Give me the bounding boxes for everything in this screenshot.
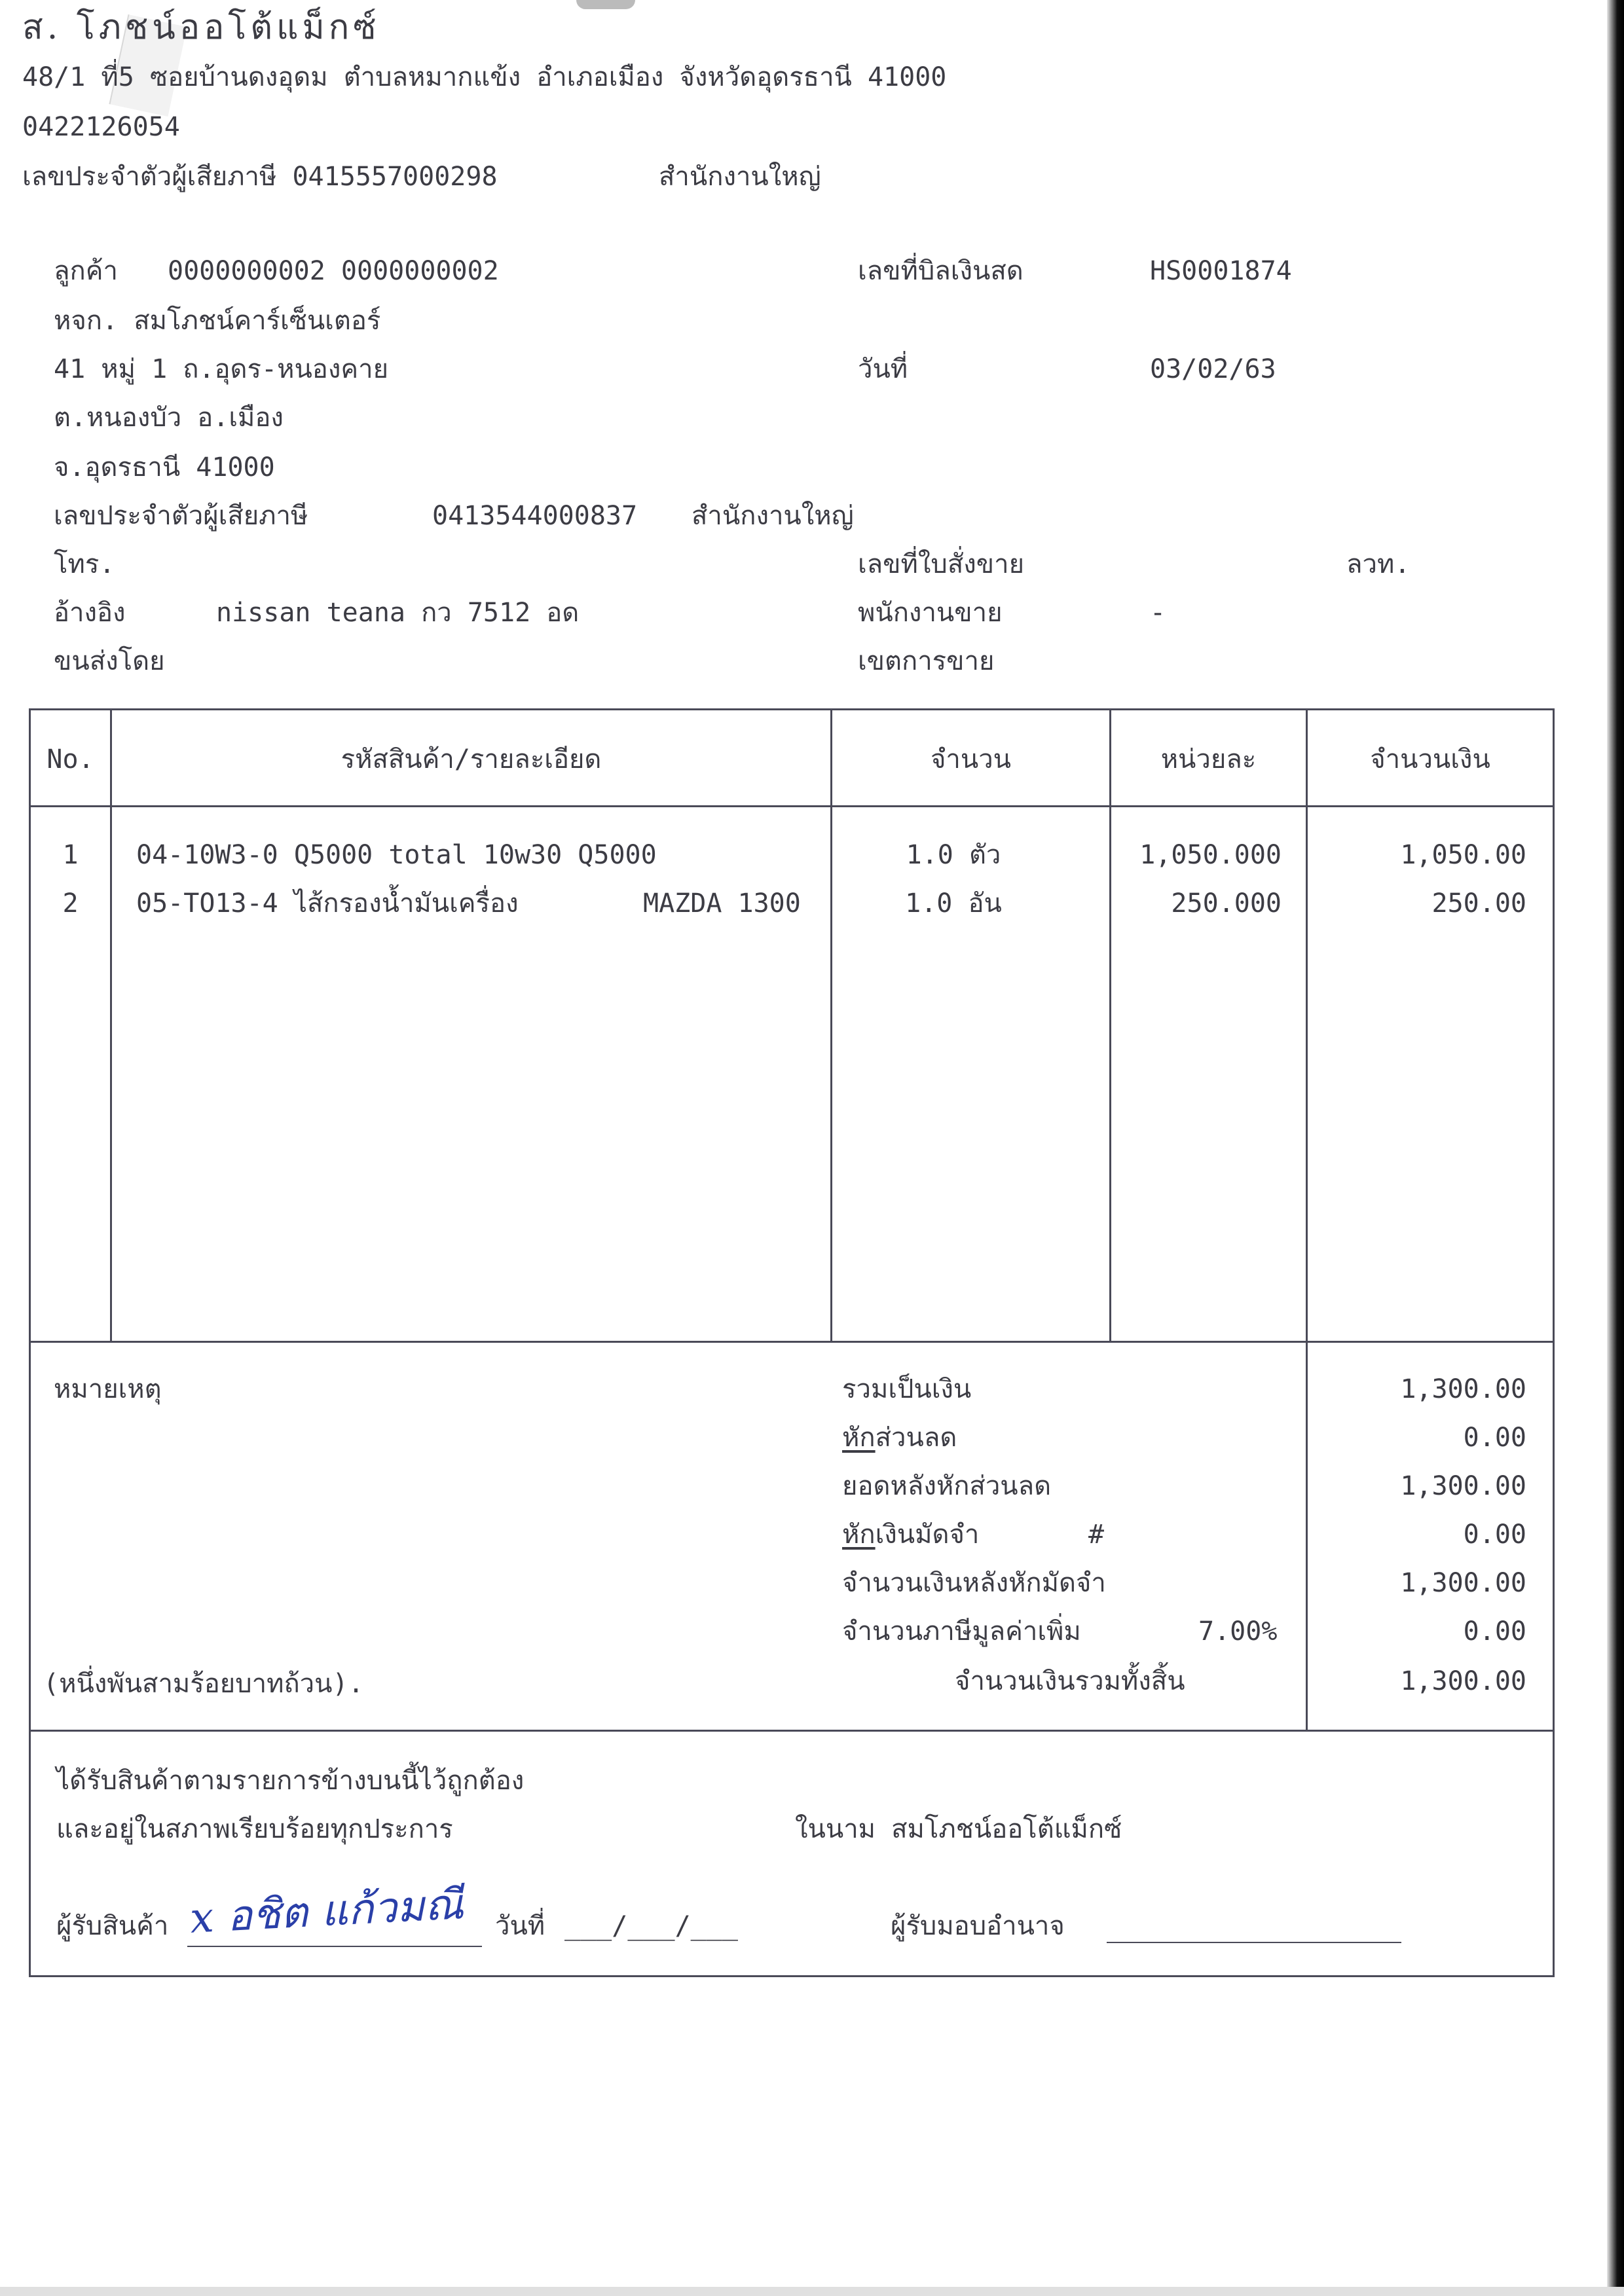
customer-phone-label: โทร. [54,549,115,579]
remark-label: หมายเหตุ [54,1374,162,1404]
vat-label: จำนวนภาษีมูลค่าเพิ่ม [842,1616,1081,1647]
customer-ship-label: ขนส่งโดย [54,646,165,676]
deposit-hash: # [1088,1520,1105,1550]
deposit-prefix: หัก [842,1520,876,1550]
row-amount: 1,050.00 [1400,840,1526,870]
header-description: รหัสสินค้า/รายละเอียด [341,744,602,774]
company-branch: สำนักงานใหญ่ [659,162,821,192]
scan-edge-right [1607,0,1624,2296]
customer-tax-label: เลขประจำตัวผู้เสียภาษี [54,501,308,531]
customer-address-2: ต.หนองบัว อ.เมือง [54,403,284,433]
sales-area-label: เขตการขาย [858,646,995,676]
deposit-label-row [842,1519,979,1550]
date-label: วันที่ [858,354,908,384]
customer-tax-id: 0413544000837 [432,501,638,531]
invoice-date: 03/02/63 [1150,354,1276,384]
customer-address-1: 41 หมู่ 1 ถ.อุดร-หนองคาย [54,354,389,384]
after-discount-value: 1,300.00 [1400,1471,1526,1501]
discount-value: 0.00 [1463,1423,1526,1453]
row-no: 2 [62,888,79,919]
authorized-label: ผู้รับมอบอำนาจ [891,1911,1065,1941]
received-statement-1: ได้รับสินค้าตามรายการข้างบนนี้ไว้ถูกต้อง [56,1766,525,1796]
bill-no: HS0001874 [1150,256,1292,286]
receiver-signature: x อชิต แก้วมณี [189,1880,465,1943]
customer-branch: สำนักงานใหญ่ [692,501,854,531]
row-quantity: 1.0 ตัว [906,840,1001,870]
order-suffix: ลวท. [1346,549,1411,579]
receive-date-blank: ___/___/___ [564,1911,738,1941]
subtotal-label: รวมเป็นเงิน [842,1374,972,1404]
discount-prefix: หัก [842,1423,876,1453]
customer-label: ลูกค้า [54,256,118,286]
after-discount-label: ยอดหลังหักส่วนลด [842,1471,1052,1501]
discount-label-row [842,1422,957,1453]
on-behalf-of: ในนาม สมโภชน์ออโต้แม็กซ์ [795,1814,1122,1844]
row-description-extra: MAZDA 1300 [643,888,801,919]
table-items-divider [29,1341,1555,1343]
customer-address-3: จ.อุดรธานี 41000 [54,452,275,483]
header-quantity: จำนวน [930,744,1012,774]
company-address: 48/1 ที่5 ซอยบ้านดงอุดม ตำบลหมากแข้ง อำเภอเมือง จังหวัดอุดรธานี 41000 [22,62,947,92]
table-header-divider [29,805,1555,807]
customer-ref-value: nissan teana กว 7512 อด [216,598,580,628]
row-unit-price: 250.000 [1171,888,1282,919]
deposit-value: 0.00 [1463,1520,1526,1550]
receiver-signature-line [187,1946,482,1947]
amount-in-words: (หนึ่งพันสามร้อยบาทถ้วน). [43,1669,364,1699]
company-name: ส. โภชน์ออโต้แม็กซ์ [22,8,380,47]
row-no: 1 [62,840,79,870]
salesperson: - [1150,598,1166,628]
header-amount: จำนวนเงิน [1370,744,1490,774]
bill-no-label: เลขที่บิลเงินสด [858,256,1024,286]
deposit-label: เงินมัดจำ [875,1520,980,1550]
row-quantity: 1.0 อัน [905,888,1002,919]
customer-name: หจก. สมโภชน์คาร์เซ็นเตอร์ [54,306,381,336]
row-amount: 250.00 [1431,888,1526,919]
col-divider-2 [830,708,832,1343]
order-no-label: เลขที่ใบสั่งขาย [858,549,1025,579]
vat-value: 0.00 [1463,1616,1526,1647]
grand-total-value: 1,300.00 [1400,1666,1526,1696]
row-description: 05-TO13-4 ไส้กรองน้ำมันเครื่อง [136,888,519,919]
receive-date-label: วันที่ [495,1911,545,1941]
header-no: No. [46,744,94,774]
header-unit-price: หน่วยละ [1160,744,1257,774]
receiver-label: ผู้รับสินค้า [56,1911,169,1941]
after-deposit-value: 1,300.00 [1400,1568,1526,1598]
vat-rate: 7.00% [1198,1616,1278,1647]
table-totals-divider [29,1730,1555,1732]
company-phone: 0422126054 [22,112,180,142]
grand-total-label: จำนวนเงินรวมทั้งสิ้น [955,1666,1185,1696]
after-deposit-label: จำนวนเงินหลังหักมัดจำ [842,1568,1106,1598]
received-statement-2: และอยู่ในสภาพเรียบร้อยทุกประการ [56,1814,453,1844]
row-description: 04-10W3-0 Q5000 total 10w30 Q5000 [136,840,657,870]
company-tax-id: เลขประจำตัวผู้เสียภาษี 0415557000298 [22,162,498,192]
customer-code: 0000000002 0000000002 [168,256,499,286]
scan-mark [576,0,635,9]
authorized-signature-line [1107,1942,1401,1943]
customer-ref-label: อ้างอิง [54,598,126,628]
scan-edge-bottom [0,2287,1624,2296]
row-unit-price: 1,050.000 [1139,840,1282,870]
salesperson-label: พนักงานขาย [858,598,1003,628]
col-divider-3 [1109,708,1111,1343]
discount-label: ส่วนลด [875,1423,957,1453]
subtotal-value: 1,300.00 [1400,1374,1526,1404]
col-divider-1 [110,708,112,1343]
